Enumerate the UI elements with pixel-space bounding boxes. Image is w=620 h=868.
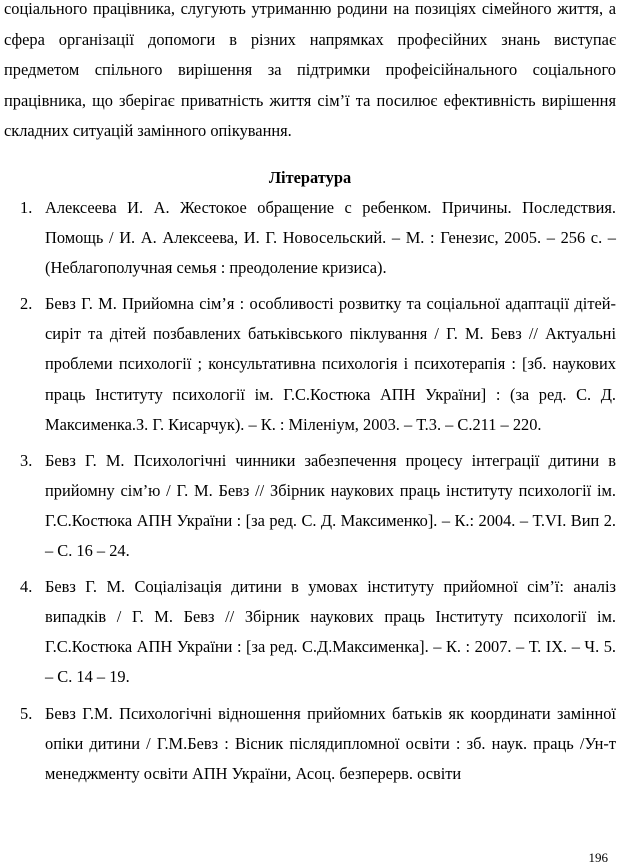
reference-list <box>0 193 620 795</box>
reference-number: 1. <box>20 198 33 217</box>
reference-item-4 <box>0 572 620 692</box>
reference-number: 4. <box>20 577 33 597</box>
literature-heading: Література <box>268 168 352 187</box>
page-number: 196 <box>588 850 608 865</box>
reference-text: Бевз Г. М. Прийомна сім’я : особливості розвитку та соціальної адаптації дітей-сиріт та дітей позбавлених батьківського піклування / Г. М. Бевз // Актуальні проблеми психології ; консультативна психологія і психотерапія : [зб. наукових праць Інституту психології ім. Г.С.Костюка АПН України] : (за ред. С. Д. Максименка.З. Г. Кисарчук). – К. : Міленіум, 2003. – Т.3. – С.211 – 220. <box>45 294 616 434</box>
reference-number: 5. <box>20 703 33 723</box>
reference-text: Алексеева И. А. Жестокое обращение с ребенком. Причины. Последствия. Помощь / И. А. Алексеева, И. Г. Новосельский. – М. : Генезис, 2005. – 256 с. – (Неблагополучная семья : преодоление кризиса). <box>45 198 616 278</box>
reference-number: 3. <box>20 450 33 470</box>
reference-text: Бевз Г. М. Психологічні чинники забезпечення процесу інтеграції дитини в прийомну сім’ю / Г. М. Бевз // Збірник наукових праць інституту психології ім. Г.С.Костюка АПН України : [за ред. С. Д. Максименко]. – К.: 2004. – Т.VI. Вип 2. – С. 16 – 24. <box>45 450 616 561</box>
reference-number: 2. <box>20 294 33 314</box>
reference-item-3 <box>0 446 620 566</box>
body-paragraph: соціального працівника, слугують утриманню родини на позиціях сімейного життя, а сфера організації допомоги в різних напрямках професійних знань виступає предметом спільного вирішення за підтримки профеісійнального соціального працівника, що зберігає приватність життя сім’ї та посилює ефективність вирішення складних ситуацій замінного опікування. <box>4 0 616 141</box>
reference-text: Бевз Г.М. Психологічні відношення прийомних батьків як координати замінної опіки дитини / Г.М.Бевз : Вісник післядипломної освіти : зб. наук. праць /Ун-т менеджменту освіти АПН України, Асоц. безперерв. освіти <box>45 703 616 783</box>
reference-item-1 <box>0 193 620 283</box>
reference-item-5 <box>0 699 620 789</box>
reference-item-2 <box>0 289 620 439</box>
reference-text: Бевз Г. М. Соціалізація дитини в умовах інституту прийомної сім’ї: аналіз випадків / Г. М. Бевз // Збірник наукових праць Інституту психології ім. Г.С.Костюка АПН України : [за ред. С.Д.Максименка]. – К. : 2007. – Т. IX. – Ч. 5. – С. 14 – 19. <box>45 577 616 687</box>
